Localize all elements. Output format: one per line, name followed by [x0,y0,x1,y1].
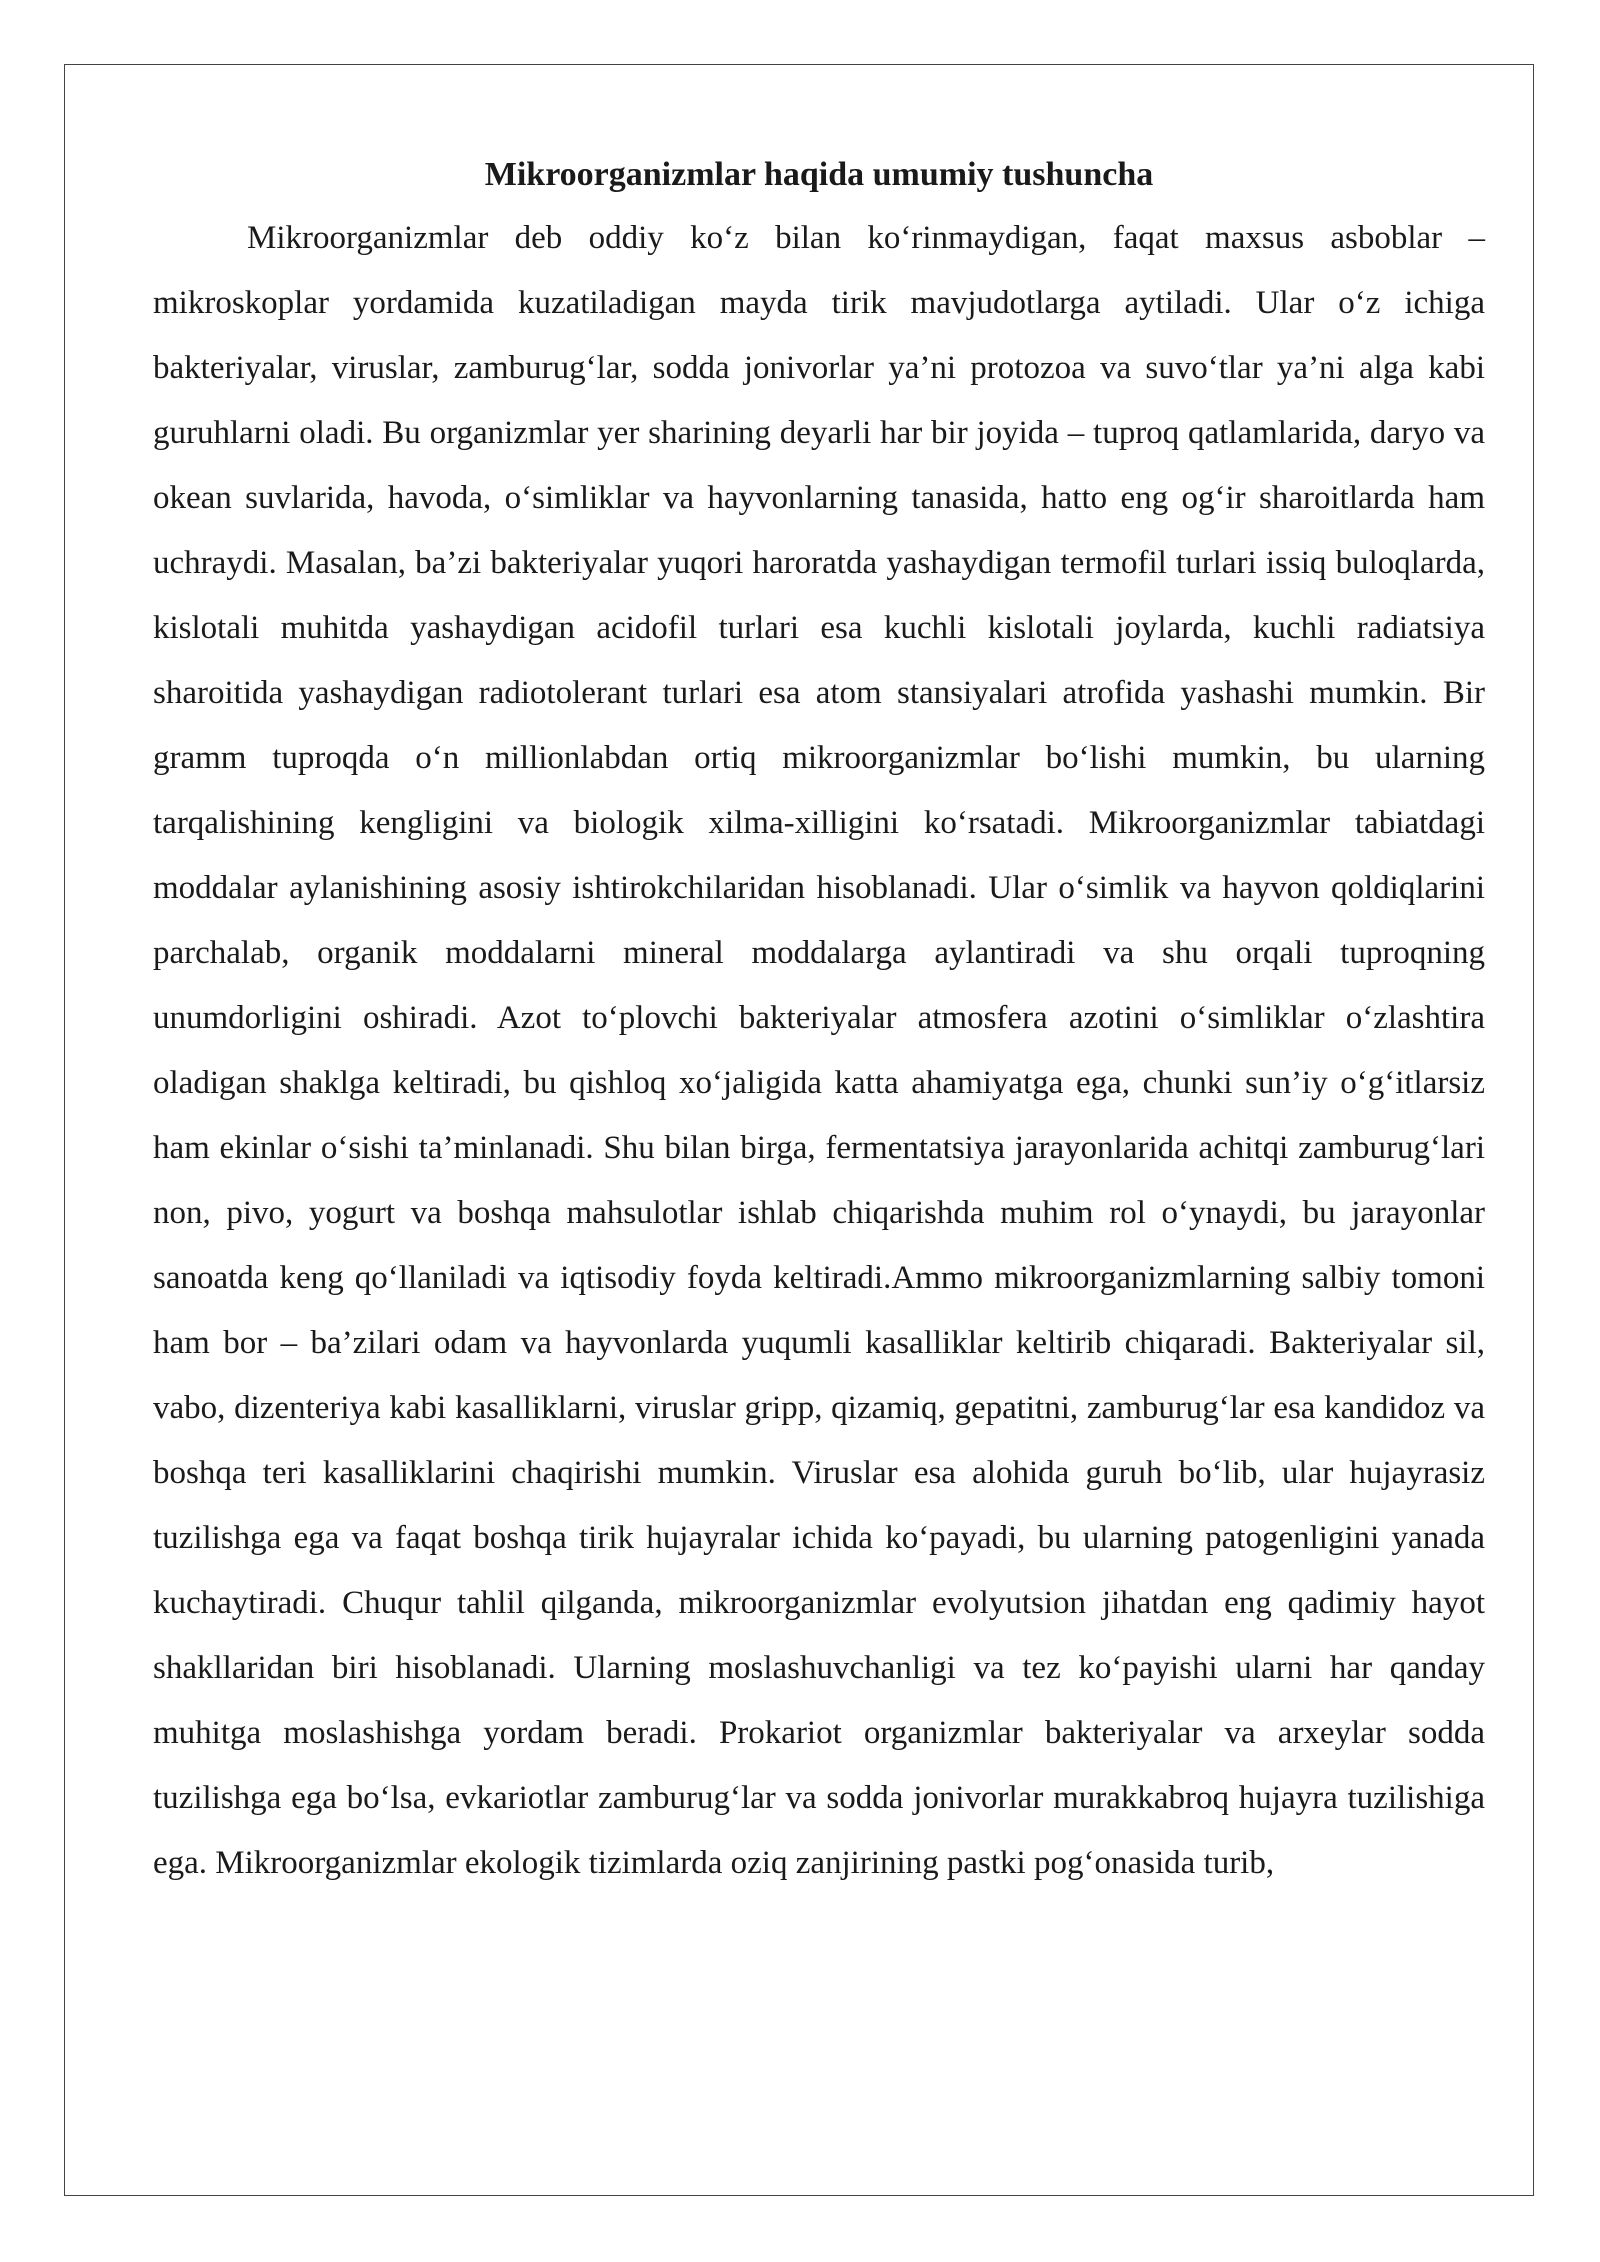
document-body-paragraph: Mikroorganizmlar deb oddiy koʻz bilan koʻrinmaydigan, faqat maxsus asboblar – mikroskoplar yordamida kuzatiladigan mayda tirik mavjudotlarga aytiladi. Ular oʻz ichiga bakteriyalar, viruslar, zamburugʻlar, sodda jonivorlar ya’ni protozoa va suvoʻtlar ya’ni alga kabi guruhlarni oladi. Bu organizmlar yer sharining deyarli har bir joyida – tuproq qatlamlarida, daryo va okean suvlarida, havoda, oʻsimliklar va hayvonlarning tanasida, hatto eng ogʻir sharoitlarda ham uchraydi. Masalan, ba’zi bakteriyalar yuqori haroratda yashaydigan termofil turlari issiq buloqlarda, kislotali muhitda yashaydigan acidofil turlari esa kuchli kislotali joylarda, kuchli radiatsiya sharoitida yashaydigan radiotolerant turlari esa atom stansiyalari atrofida yashashi mumkin. Bir gramm tuproqda oʻn millionlabdan ortiq mikroorganizmlar boʻlishi mumkin, bu ularning tarqalishining kengligini va biologik xilma-xilligini koʻrsatadi. Mikroorganizmlar tabiatdagi moddalar aylanishining asosiy ishtirokchilaridan hisoblanadi. Ular oʻsimlik va hayvon qoldiqlarini parchalab, organik moddalarni mineral moddalarga aylantiradi va shu orqali tuproqning unumdorligini oshiradi. Azot toʻplovchi bakteriyalar atmosfera azotini oʻsimliklar oʻzlashtira oladigan shaklga keltiradi, bu qishloq xoʻjaligida katta ahamiyatga ega, chunki sun’iy oʻgʻitlarsiz ham ekinlar oʻsishi ta’minlanadi. Shu bilan birga, fermentatsiya jarayonlarida achitqi zamburugʻlari non, pivo, yogurt va boshqa mahsulotlar ishlab chiqarishda muhim rol oʻynaydi, bu jarayonlar sanoatda keng qoʻllaniladi va iqtisodiy foyda keltiradi.Ammo mikroorganizmlarning salbiy tomoni ham bor – ba’zilari odam va hayvonlarda yuqumli kasalliklar keltirib chiqaradi. Bakteriyalar sil, vabo, dizenteriya kabi kasalliklarni, viruslar gripp, qizamiq, gepatitni, zamburugʻlar esa kandidoz va boshqa teri kasalliklarini chaqirishi mumkin. Viruslar esa alohida guruh boʻlib, ular hujayrasiz tuzilishga ega va faqat boshqa tirik hujayralar ichida koʻpayadi, bu ularning patogenligini yanada kuchaytiradi. Chuqur tahlil qilganda, mikroorganizmlar evolyutsion jihatdan eng qadimiy hayot shakllaridan biri hisoblanadi. Ularning moslashuvchanligi va tez koʻpayishi ularni har qanday muhitga moslashishga yordam beradi. Prokariot organizmlar bakteriyalar va arxeylar sodda tuzilishga ega boʻlsa, evkariotlar zamburugʻlar va sodda jonivorlar murakkabroq hujayra tuzilishiga ega. Mikroorganizmlar ekologik tizimlarda oziq zanjirining pastki pogʻonasida turib, [153,220,1485,1881]
document-content [153,150,1485,1896]
document-title: Mikroorganizmlar haqida umumiy tushuncha [484,156,1154,193]
